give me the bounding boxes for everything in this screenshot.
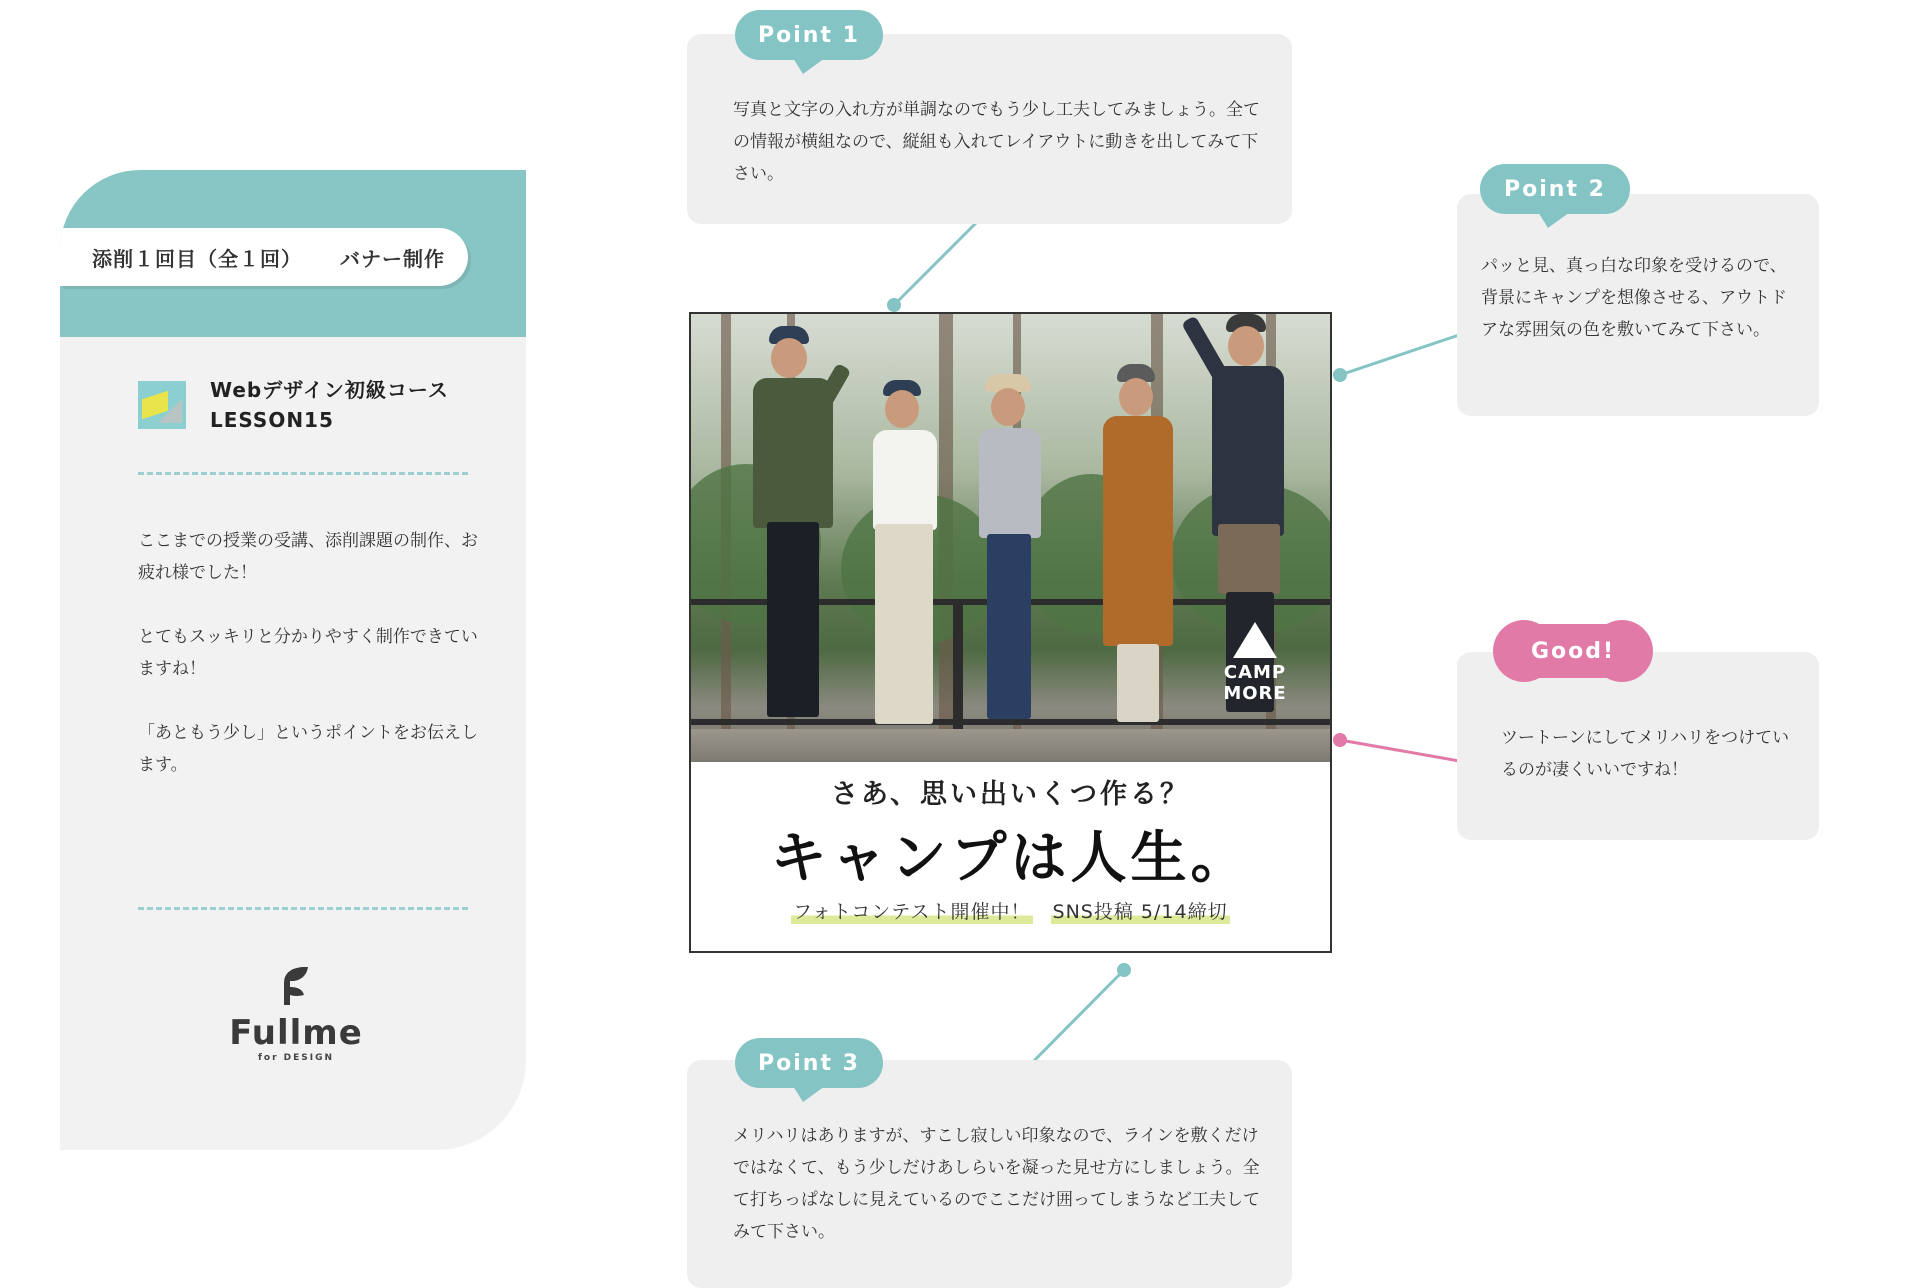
camp-more-line1: CAMP [1223,662,1287,683]
point3-connector-dot [1117,963,1131,977]
good-text: ツートーンにしてメリハリをつけているのが凄くいいですね！ [1501,728,1790,780]
divider-bottom [138,907,468,910]
point1-box [687,34,1292,224]
course-name: Webデザイン初級コース [210,378,449,402]
banner-design [689,312,1332,953]
fullme-logo [226,965,366,1063]
course-lesson: LESSON15 [210,408,334,432]
good-connector [1340,740,1465,762]
point3-box [687,1060,1292,1288]
point3-text: メリハリはありますが、すこし寂しい印象なので、ラインを敷くだけではなくて、もう少しだけあしらいを凝った見せ方にしましょう。全て打ちっぱなしに見えているのでここだけ囲ってしまうなど工夫してみて下さい。 [733,1126,1260,1242]
course-icon [138,381,186,429]
tent-icon [1233,622,1277,658]
point1-label [735,10,883,60]
intro-paragraph: とてもスッキリと分かりやすく制作できていますね！ [138,627,478,679]
feedback-intro [138,525,478,813]
logo-subtitle: for DESIGN [257,1053,335,1063]
lesson-tab-title: バナー制作 [340,246,445,271]
point1-label-text: Point 1 [758,22,860,48]
point2-text: パッと見、真っ白な印象を受けるので、背景にキャンプを想像させる、アウトドアな雰囲気の色を敷いてみて下さい。 [1481,256,1787,340]
point1-connector-dot [887,298,901,312]
deadline-tag: SNS投稿 5/14締切 [1051,897,1230,924]
leaf-icon [276,965,316,1007]
good-connector-dot [1333,733,1347,747]
banner-headline: キャンプは人生。 [770,826,1251,891]
good-label-text: Good! [1530,638,1616,664]
divider-top [138,472,468,475]
good-label [1493,620,1653,682]
course-info [138,375,449,435]
intro-paragraph: ここまでの授業の受講、添削課題の制作、お疲れ様でした！ [138,531,478,583]
contest-tag: フォトコンテスト開催中！ [791,897,1033,924]
lesson-tab [60,228,468,286]
intro-paragraph: 「あともう少し」というポイントをお伝えします。 [138,723,478,775]
point2-connector-dot [1333,368,1347,382]
banner-subheadline: さあ、思い出いくつ作る？ [831,779,1190,810]
point2-label-text: Point 2 [1504,176,1606,202]
point1-text: 写真と文字の入れ方が単調なのでもう少し工夫してみましょう。全ての情報が横組なので、縦組も入れてレイアウトに動きを出してみて下さい。 [733,100,1260,184]
point3-label [735,1038,883,1088]
logo-wordmark: Fullme [229,1013,363,1053]
camp-more-line2: MORE [1223,683,1287,704]
banner-tags [791,897,1230,924]
point2-box [1457,194,1819,416]
point2-label [1480,164,1630,214]
camp-more-logo [1215,622,1295,704]
lesson-tab-count: 添削１回目（全１回） [92,246,302,271]
point2-connector [1340,333,1465,375]
lesson-card [60,170,526,1150]
point3-label-text: Point 3 [758,1050,860,1076]
banner-photo [691,314,1330,762]
